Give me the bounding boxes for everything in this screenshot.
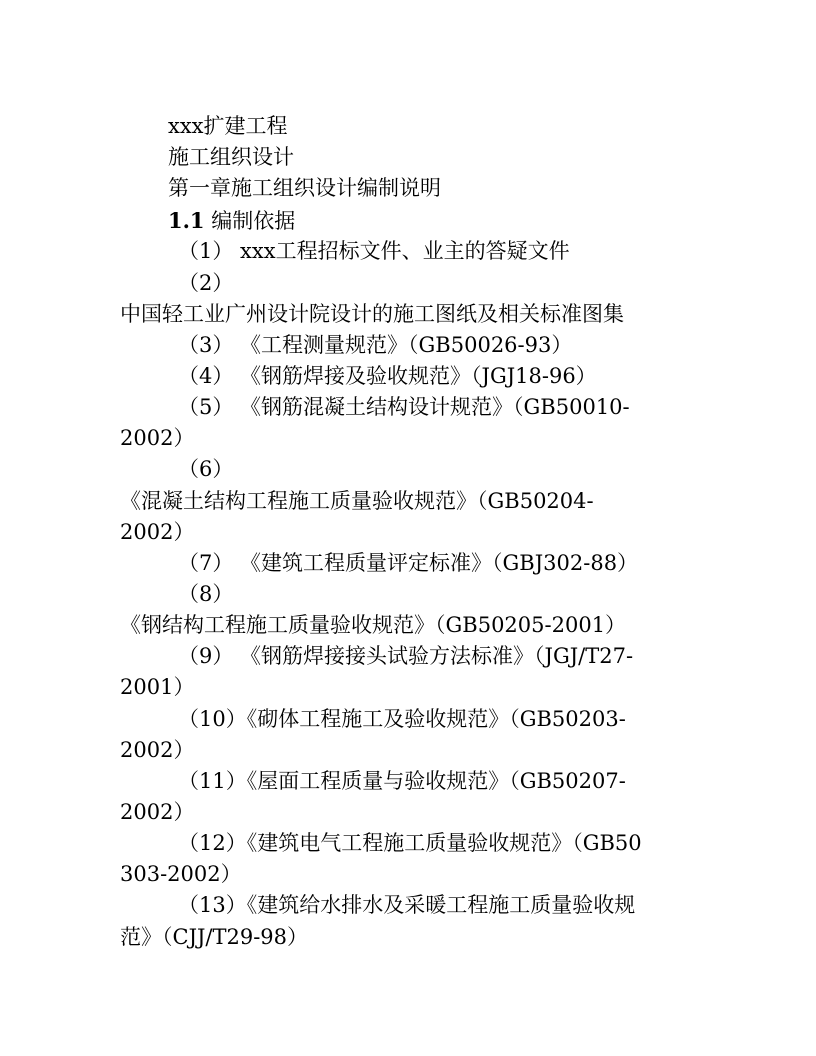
- section-number: 1.1: [168, 208, 205, 233]
- list-item-9: （9） 《钢筋焊接接头试验方法标准》（JGJ/T27-: [178, 644, 634, 668]
- list-item-5-cont: 2002）: [120, 426, 195, 450]
- document-title: xxx扩建工程: [168, 114, 288, 138]
- document-subtitle: 施工组织设计: [168, 145, 294, 169]
- list-item-6: （6）: [178, 457, 234, 481]
- list-item-13: （13）《建筑给水排水及采暖工程施工质量验收规: [178, 893, 636, 917]
- list-item-10: （10）《砌体工程施工及验收规范》（GB50203-: [178, 707, 626, 731]
- list-item-12: （12）《建筑电气工程施工质量验收规范》（GB50: [178, 831, 642, 855]
- list-item-13-cont: 范》（CJJ/T29-98）: [120, 925, 309, 949]
- list-item-11-cont: 2002）: [120, 800, 195, 824]
- list-item-6-cont: 《混凝土结构工程施工质量验收规范》（GB50204-: [120, 489, 594, 513]
- list-item-4: （4） 《钢筋焊接及验收规范》（JGJ18-96）: [178, 364, 597, 388]
- list-item-12-cont: 303-2002）: [120, 862, 242, 886]
- list-item-8-cont: 《钢结构工程施工质量验收规范》（GB50205-2001）: [120, 613, 627, 637]
- list-item-8: （8）: [178, 582, 234, 606]
- list-item-7: （7） 《建筑工程质量评定标准》（GBJ302-88）: [178, 551, 639, 575]
- list-item-3: （3） 《工程测量规范》（GB50026-93）: [178, 333, 573, 357]
- list-item-2-cont: 中国轻工业广州设计院设计的施工图纸及相关标准图集: [120, 302, 624, 326]
- list-item-2: （2）: [178, 271, 234, 295]
- list-item-10-cont: 2002）: [120, 738, 195, 762]
- section-title: 编制依据: [211, 209, 296, 233]
- list-item-1: （1） xxx工程招标文件、业主的答疑文件: [178, 239, 570, 263]
- section-heading: [168, 205, 295, 237]
- list-item-9-cont: 2001）: [120, 675, 195, 699]
- list-item-6-cont2: 2002）: [120, 520, 195, 544]
- list-item-11: （11）《屋面工程质量与验收规范》（GB50207-: [178, 769, 626, 793]
- list-item-5: （5） 《钢筋混凝土结构设计规范》（GB50010-: [178, 395, 630, 419]
- chapter-heading: 第一章施工组织设计编制说明: [168, 176, 441, 200]
